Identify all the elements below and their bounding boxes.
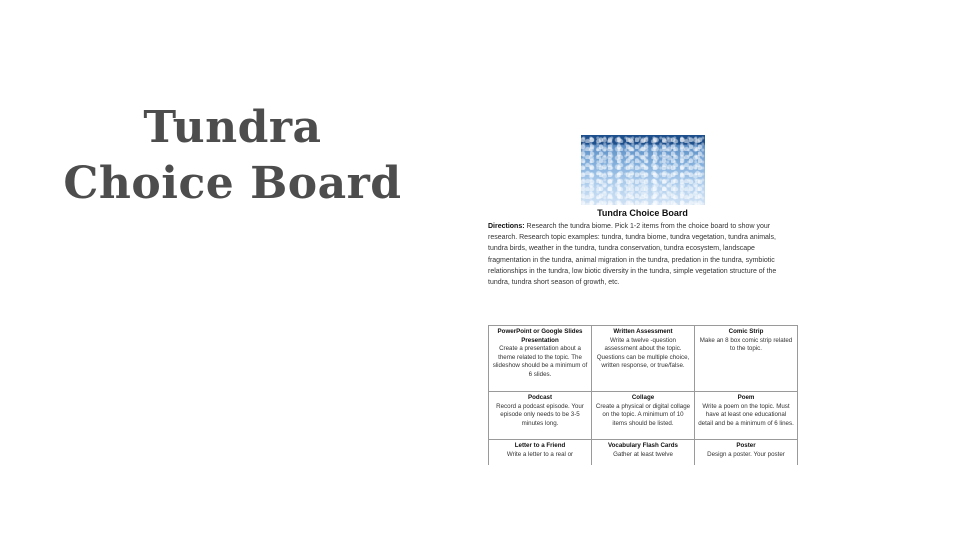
choice-title: Letter to a Friend: [514, 442, 566, 449]
choice-description: Create a physical or digital collage on the topic. A minimum of 10 items should be listed.: [595, 402, 691, 427]
choice-title: Written Assessment: [613, 328, 673, 335]
choice-title: Poster: [736, 442, 756, 449]
choice-description: Design a poster. Your poster: [707, 450, 785, 458]
choice-description: Record a podcast episode. Your episode only needs to be 3-5 minutes long.: [496, 402, 584, 427]
choice-cell: [695, 440, 798, 466]
choice-board-document: [485, 135, 800, 465]
choice-title: PowerPoint or Google Slides Presentation: [497, 328, 583, 344]
choice-description: Write a letter to a real or: [506, 450, 574, 458]
choice-cell: [592, 440, 695, 466]
choice-description: Write a twelve -question assessment about the topic. Questions can be multiple choice, written response, or true/false.: [596, 336, 690, 370]
slide-title-line-1: Tundra: [143, 102, 322, 153]
table-row: [489, 440, 798, 466]
choice-title: Vocabulary Flash Cards: [607, 442, 679, 449]
choice-cell: [489, 440, 592, 466]
choice-description: Create a presentation about a theme related to the topic. The slideshow should be a minimum of 6 slides.: [492, 345, 588, 378]
choice-cell: [489, 392, 592, 440]
slide-title-line-2: Choice Board: [63, 158, 402, 209]
choice-cell: [489, 326, 592, 392]
choice-board-table: [488, 325, 798, 465]
choice-cell: [592, 326, 695, 392]
choice-title: Comic Strip: [728, 328, 764, 335]
choice-cell: [592, 392, 695, 440]
table-row: [489, 392, 798, 440]
choice-description: Write a poem on the topic. Must have at least one educational detail and be a minimum of 6 lines.: [698, 402, 794, 427]
choice-description: Make an 8 box comic strip related to the topic.: [699, 336, 793, 353]
table-row: [489, 326, 798, 392]
choice-description: Gather at least twelve: [613, 450, 673, 458]
tundra-photo: [581, 135, 705, 205]
directions-label: Directions:: [488, 223, 525, 230]
slide-title: [40, 100, 425, 212]
choice-cell: [695, 326, 798, 392]
document-title: Tundra Choice Board: [597, 208, 688, 218]
directions-text: Research the tundra biome. Pick 1-2 items from the choice board to show your research. Research topic examples: tundra, tundra biome, tundra vegetation, tundra animals, tundra birds, weather in the tundra, tundra conservation, tundra ecosystem, landscape fragmentation in the tundra, animal migration in the tundra, predation in the tundra, symbiotic relationships in the tundra, low biotic diversity in the tundra, simple vegetation structure of the tundra, tundra short season of growth, etc.: [488, 223, 777, 287]
choice-cell: [695, 392, 798, 440]
directions-paragraph: [488, 221, 793, 288]
choice-title: Collage: [631, 394, 655, 401]
choice-title: Podcast: [527, 394, 553, 401]
choice-title: Poem: [737, 394, 755, 401]
